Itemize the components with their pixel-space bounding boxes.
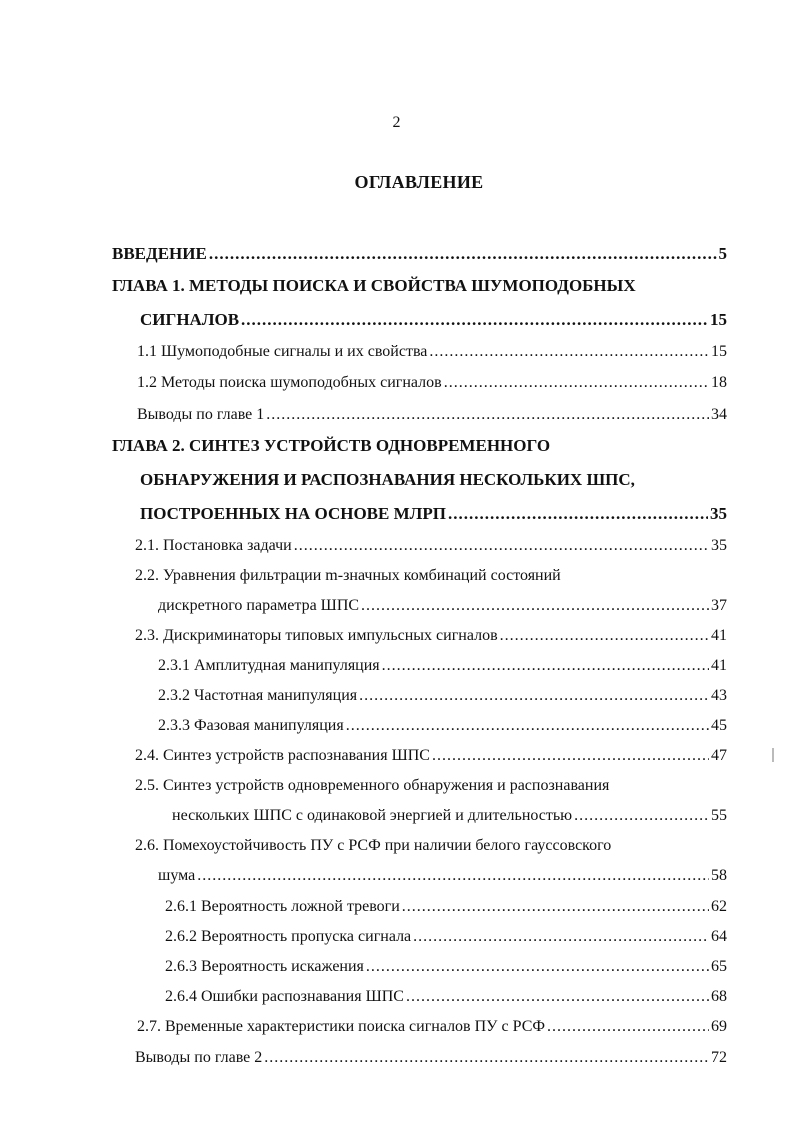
toc-entry-label: 2.1. Постановка задачи (135, 537, 292, 554)
toc-entry-2-3-1[interactable] (158, 655, 727, 677)
toc-entry-2-6-2[interactable] (165, 926, 727, 948)
toc-entry-label: 2.3.1 Амплитудная манипуляция (158, 657, 380, 674)
toc-chapter-2-title-line1: ГЛАВА 2. СИНТЕЗ УСТРОЙСТВ ОДНОВРЕМЕННОГО (112, 436, 551, 455)
toc-entry-page: 35 (710, 504, 727, 523)
toc-entry-page: 41 (711, 627, 727, 644)
toc-entry-label: дискретного параметра ШПС (158, 597, 360, 614)
toc-entry-page: 65 (711, 958, 727, 975)
toc-entry-page: 43 (711, 687, 727, 704)
leader-dots (444, 372, 709, 394)
toc-entry-2-4[interactable] (135, 745, 727, 767)
toc-entry-label: нескольких ШПС с одинаковой энергией и длительностью (172, 807, 573, 824)
leader-dots (402, 896, 709, 918)
leader-dots (294, 535, 709, 557)
toc-entry-label: шума (158, 867, 196, 884)
toc-entry-label: ВВЕДЕНИЕ (112, 244, 207, 263)
toc-entry-page: 55 (711, 807, 727, 824)
toc-entry-label: 2.4. Синтез устройств распознавания ШПС (135, 747, 430, 764)
leader-dots (406, 986, 709, 1008)
toc-entry-page: 45 (711, 717, 727, 734)
leader-dots (264, 1047, 709, 1069)
leader-dots (432, 745, 709, 767)
toc-entry-2-2-line1: 2.2. Уравнения фильтрации m-значных комбинаций состояний (135, 567, 561, 584)
toc-entry-page: 41 (711, 657, 727, 674)
toc-entry-2-5-line1: 2.5. Синтез устройств одновременного обнаружения и распознавания (135, 777, 610, 794)
toc-entry-label: 2.6.4 Ошибки распознавания ШПС (165, 988, 404, 1005)
toc-entry-page: 68 (711, 988, 727, 1005)
leader-dots (197, 865, 709, 887)
toc-entry-1-1[interactable] (137, 341, 727, 363)
leader-dots (241, 309, 708, 331)
leader-dots (359, 685, 709, 707)
toc-entry-label: 2.6.2 Вероятность пропуска сигнала (165, 928, 412, 945)
toc-entry-page: 47 (711, 747, 727, 764)
leader-dots (266, 404, 709, 426)
toc-entry-label: Выводы по главе 1 (137, 406, 265, 423)
toc-entry-conclusions-2[interactable] (135, 1047, 727, 1069)
toc-entry-1-2[interactable] (137, 372, 727, 394)
leader-dots (429, 341, 709, 363)
toc-title: ОГЛАВЛЕНИЕ (354, 172, 484, 192)
toc-entry-label: 2.7. Временные характеристики поиска сигналов ПУ с РСФ (137, 1018, 545, 1035)
toc-entry-2-6-3[interactable] (165, 956, 727, 978)
toc-entry-label: 2.3. Дискриминаторы типовых импульсных сигналов (135, 627, 498, 644)
scan-artifact (772, 748, 774, 762)
toc-entry-page: 18 (711, 374, 727, 391)
toc-entry-label: СИГНАЛОВ (140, 310, 240, 329)
toc-entry-page: 35 (711, 537, 727, 554)
toc-entry-page: 64 (711, 928, 727, 945)
leader-dots (547, 1016, 709, 1038)
toc-entry-2-3-2[interactable] (158, 685, 727, 707)
leader-dots (413, 926, 709, 948)
toc-entry-label: ПОСТРОЕННЫХ НА ОСНОВЕ МЛРП (140, 504, 446, 523)
toc-entry-page: 58 (711, 867, 727, 884)
toc-entry-2-3-3[interactable] (158, 715, 727, 737)
toc-entry-conclusions-1[interactable] (137, 404, 727, 426)
leader-dots (448, 503, 708, 525)
toc-entry-page: 69 (711, 1018, 727, 1035)
toc-entry-2-7[interactable] (137, 1016, 727, 1038)
toc-entry-page: 15 (710, 310, 727, 329)
toc-entry-2-6-line1: 2.6. Помехоустойчивость ПУ с РСФ при наличии белого гауссовского (135, 837, 612, 854)
toc-entry-label: Выводы по главе 2 (135, 1049, 263, 1066)
toc-entry-page: 37 (711, 597, 727, 614)
toc-entry-chapter-2[interactable] (140, 503, 727, 525)
leader-dots (361, 595, 709, 617)
toc-entry-introduction[interactable] (112, 243, 727, 265)
toc-entry-label: 2.6.3 Вероятность искажения (165, 958, 364, 975)
leader-dots (382, 655, 709, 677)
leader-dots (346, 715, 709, 737)
toc-entry-2-6-4[interactable] (165, 986, 727, 1008)
toc-entry-2-1[interactable] (135, 535, 727, 557)
toc-entry-2-3[interactable] (135, 625, 727, 647)
toc-entry-2-5[interactable] (172, 805, 727, 827)
toc-entry-label: 1.1 Шумоподобные сигналы и их свойства (137, 343, 428, 360)
toc-entry-2-6-1[interactable] (165, 896, 727, 918)
toc-entry-label: 2.3.3 Фазовая манипуляция (158, 717, 344, 734)
toc-entry-2-2[interactable] (158, 595, 727, 617)
leader-dots (366, 956, 709, 978)
leader-dots (500, 625, 709, 647)
toc-entry-page: 72 (711, 1049, 727, 1066)
toc-entry-label: 2.3.2 Частотная манипуляция (158, 687, 358, 704)
toc-entry-chapter-1[interactable] (140, 309, 727, 331)
toc-entry-label: 1.2 Методы поиска шумоподобных сигналов (137, 374, 442, 391)
toc-entry-page: 5 (718, 244, 727, 263)
toc-chapter-1-title-line1: ГЛАВА 1. МЕТОДЫ ПОИСКА И СВОЙСТВА ШУМОПОДОБНЫХ (112, 276, 636, 295)
leader-dots (209, 243, 717, 265)
toc-entry-page: 34 (711, 406, 727, 423)
toc-entry-page: 15 (711, 343, 727, 360)
toc-entry-2-6[interactable] (158, 865, 727, 887)
toc-entry-label: 2.6.1 Вероятность ложной тревоги (165, 898, 400, 915)
leader-dots (574, 805, 709, 827)
page-number: 2 (392, 114, 401, 131)
toc-entry-page: 62 (711, 898, 727, 915)
toc-chapter-2-title-line2: ОБНАРУЖЕНИЯ И РАСПОЗНАВАНИЯ НЕСКОЛЬКИХ ШПС, (140, 470, 635, 489)
